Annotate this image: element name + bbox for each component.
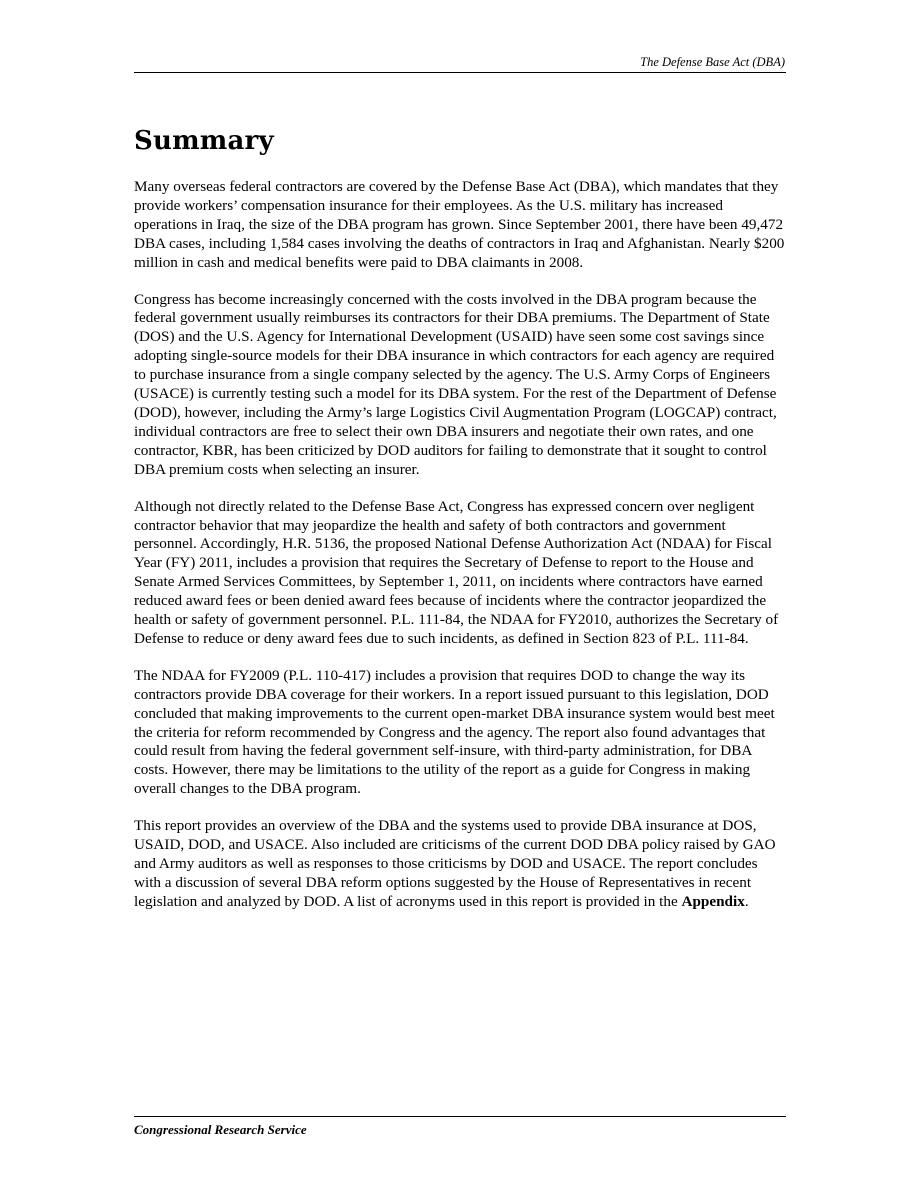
summary-paragraph-5-text: This report provides an overview of the DBA and the systems used to provide DBA insurance at DOS, USAID, DOD, and USACE. Also included are criticisms of the current DOD DBA policy raised by GAO and Army auditors as well as responses to those criticisms by DOD and USACE. The report concludes with a discussion of several DBA reform options suggested by the House of Representatives in recent legislation and analyzed by DOD. A list of acronyms used in this report is provided in the	[134, 817, 776, 910]
footer-source: Congressional Research Service	[134, 1122, 307, 1137]
running-header	[134, 52, 786, 73]
running-header-title: The Defense Base Act (DBA)	[640, 55, 785, 69]
summary-paragraph-1: Many overseas federal contractors are covered by the Defense Base Act (DBA), which mandates that they provide workers’ compensation insurance for their employees. As the U.S. military has increased operations in Iraq, the size of the DBA program has grown. Since September 2001, there have been 49,472 DBA cases, including 1,584 cases involving the deaths of contractors in Iraq and Afghanistan. Nearly $200 million in cash and medical benefits were paid to DBA claimants in 2008.	[134, 178, 785, 271]
summary-paragraph-4: The NDAA for FY2009 (P.L. 110-417) includes a provision that requires DOD to change the way its contractors provide DBA coverage for their workers. In a report issued pursuant to this legislation, DOD concluded that making improvements to the current open-market DBA insurance system would best meet the criteria for reform recommended by Congress and the agency. The report also found advantages that could result from having the federal government self-insure, with third-party administration, for DBA costs. However, there may be limitations to the utility of the report as a guide for Congress in making overall changes to the DBA program.	[134, 666, 775, 798]
summary-paragraph-5-end: .	[744, 892, 749, 910]
running-footer	[134, 1116, 786, 1139]
summary-body	[134, 178, 786, 930]
summary-paragraph-3: Although not directly related to the Defense Base Act, Congress has expressed concern over negligent contractor behavior that may jeopardize the health and safety of both contractors and government personnel. Accordingly, H.R. 5136, the proposed National Defense Authorization Act (NDAA) for Fiscal Year (FY) 2011, includes a provision that requires the Secretary of Defense to report to the House and Senate Armed Services Committees, by September 1, 2011, on incidents where contractors have earned reduced award fees or been denied award fees because of incidents where the contractor jeopardized the health or safety of government personnel. P.L. 111-84, the NDAA for FY2010, authorizes the Secretary of Defense to reduce or deny award fees due to such incidents, as defined in Section 823 of P.L. 111-84.	[134, 497, 779, 647]
summary-paragraph-5	[134, 817, 786, 912]
summary-paragraph-2: Congress has become increasingly concerned with the costs involved in the DBA program because the federal government usually reimburses its contractors for their DBA premiums. The Department of State (DOS) and the U.S. Agency for International Development (USAID) have seen some cost savings since adopting single-source models for their DBA insurance in which contractors for each agency are required to purchase insurance from a single company selected by the agency. The U.S. Army Corps of Engineers (USACE) is currently testing such a model for its DBA system. For the rest of the Department of Defense (DOD), however, including the Army’s large Logistics Civil Augmentation Program (LOGCAP) contract, individual contractors are free to select their own DBA insurers and negotiate their own rates, and one contractor, KBR, has been criticized by DOD auditors for failing to demonstrate that it sought to control DBA premium costs when selecting an insurer.	[134, 290, 777, 478]
appendix-reference: Appendix	[681, 892, 745, 910]
page-title: Summary	[134, 126, 274, 156]
